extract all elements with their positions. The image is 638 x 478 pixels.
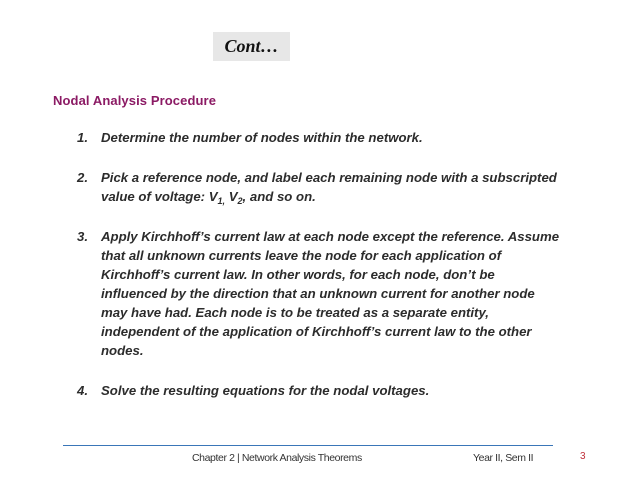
step-2-line-2-prefix: value of voltage: V (101, 189, 218, 204)
slide-title: Cont… (224, 36, 279, 56)
step-2-number: 2. (77, 170, 88, 185)
step-2-line-2-suffix: , and so on. (242, 189, 316, 204)
subscript-2: 2 (237, 196, 243, 206)
step-2-line-2-middle: V (225, 189, 238, 204)
footer-divider (63, 445, 553, 446)
step-3-line-1: Apply Kirchhoff’s current law at each node except the reference. Assume (101, 229, 560, 244)
step-2-line-1: Pick a reference node, and label each remaining node with a subscripted (101, 170, 557, 185)
page-number: 3 (580, 451, 586, 462)
footer-chapter: Chapter 2 | Network Analysis Theorems (192, 452, 362, 464)
step-3-line-2: that all unknown currents leave the node for each application of (101, 248, 502, 263)
step-1-number: 1. (77, 130, 88, 145)
step-3-line-3: Kirchhoff’s current law. In other words, for each node, don’t be (101, 267, 495, 282)
step-1-line-1: Determine the number of nodes within the network. (101, 130, 423, 145)
step-3-line-5: may have had. Each node is to be treated as a separate entity, (101, 305, 489, 320)
step-3-line-7: nodes. (101, 343, 144, 358)
slide-title-box (213, 32, 290, 61)
step-4-line-1: Solve the resulting equations for the nodal voltages. (101, 383, 430, 398)
step-3-number: 3. (77, 229, 88, 244)
step-4-number: 4. (77, 383, 88, 398)
step-3-line-6: independent of the application of Kirchhoff’s current law to the other (101, 324, 532, 339)
section-heading: Nodal Analysis Procedure (53, 93, 217, 108)
step-3-line-4: influenced by the direction that an unknown current for another node (101, 286, 535, 301)
footer-semester: Year II, Sem II (473, 452, 534, 464)
subscript-1: 1, (217, 196, 226, 206)
step-2-line-2 (101, 187, 601, 211)
